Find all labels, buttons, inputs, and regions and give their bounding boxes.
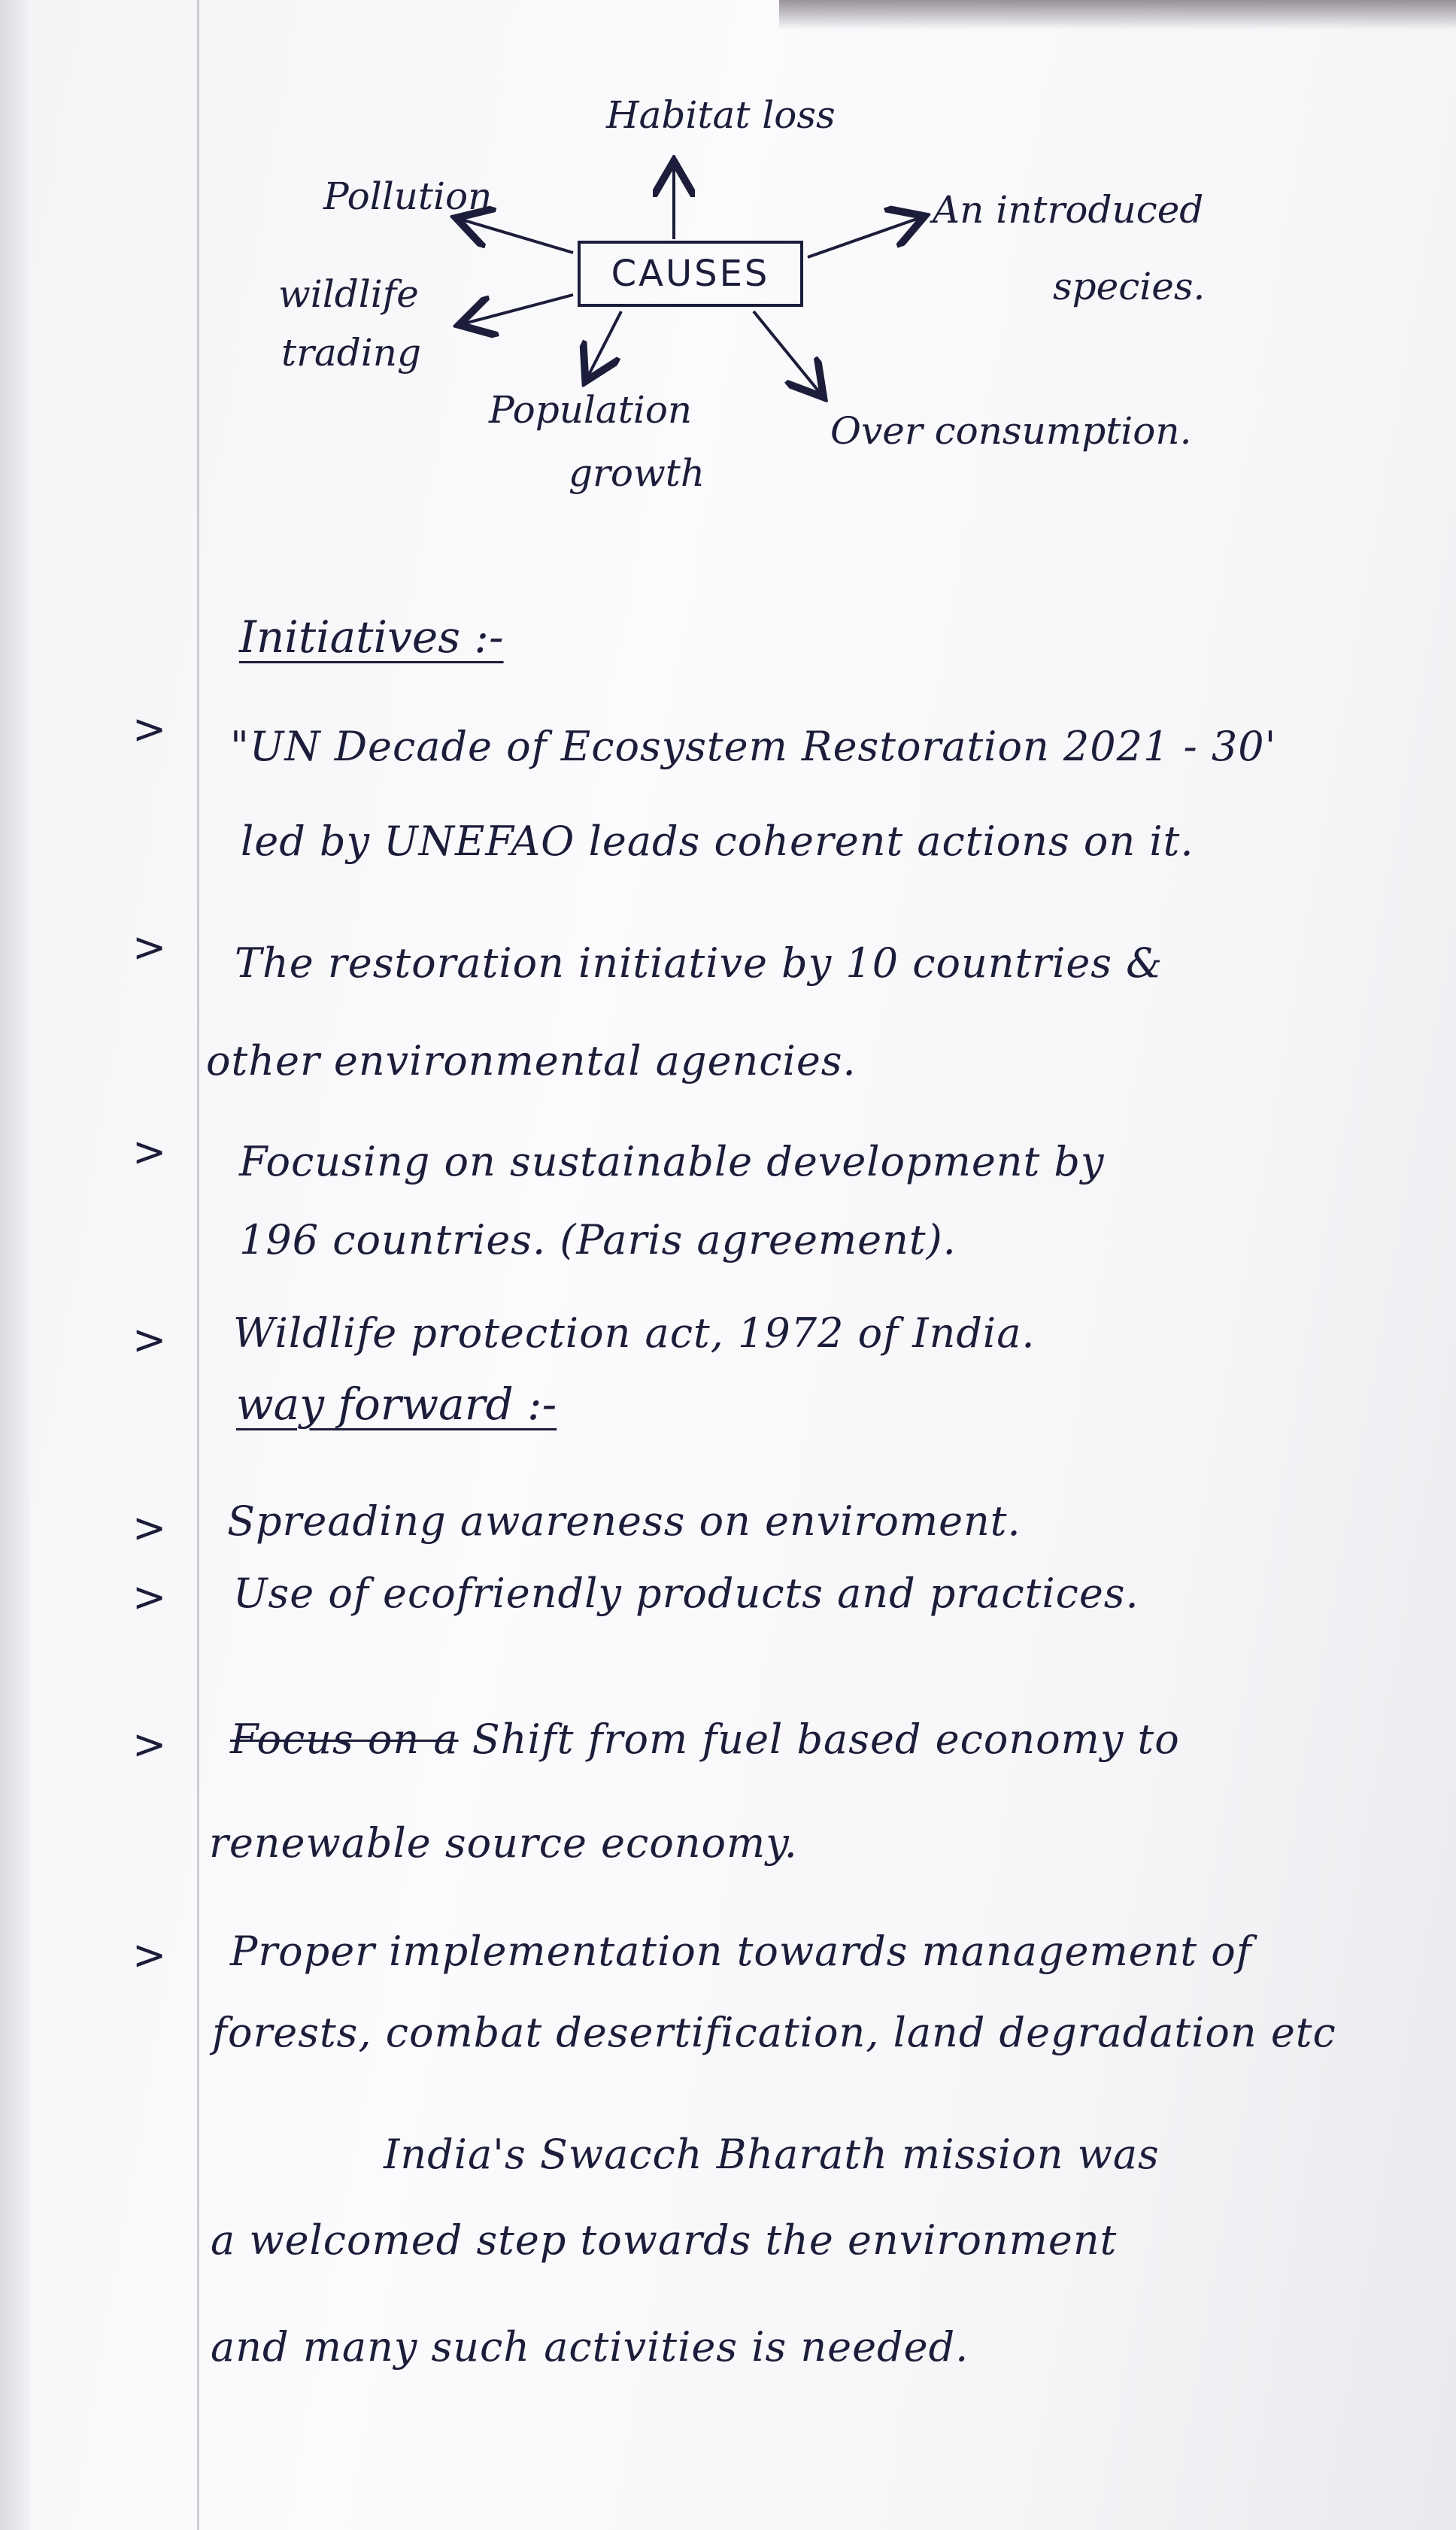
initiative-bullet-1: > bbox=[132, 705, 167, 753]
conclusion-line1: India's Swacch Bharath mission was bbox=[384, 2131, 1160, 2178]
node-pollution: Pollution bbox=[323, 174, 493, 218]
node-introduced-species-line1: An introduced bbox=[933, 188, 1204, 232]
conclusion-line2: a welcomed step towards the environment bbox=[211, 2216, 1118, 2264]
node-habitat-loss: Habitat loss bbox=[606, 93, 836, 137]
initiative-1-line1: "UN Decade of Ecosystem Restoration 2021 - 30' bbox=[230, 723, 1277, 770]
node-overconsumption: Over consumption. bbox=[830, 409, 1192, 453]
way-forward-bullet-2: > bbox=[132, 1573, 167, 1621]
way-forward-bullet-1: > bbox=[132, 1504, 167, 1552]
initiative-3-line1: Focusing on sustainable development by bbox=[239, 1138, 1105, 1185]
node-wildlife-trading-line1: wildlife bbox=[278, 272, 419, 316]
node-population-growth-line2: growth bbox=[569, 451, 705, 495]
initiative-3-line2: 196 countries. (Paris agreement). bbox=[239, 1216, 957, 1263]
way-forward-3-line2: renewable source economy. bbox=[209, 1819, 798, 1867]
arrow-to-pollution bbox=[462, 220, 573, 253]
arrow-to-wildlife-trading bbox=[465, 295, 573, 323]
node-introduced-species-line2: species. bbox=[1053, 265, 1206, 308]
causes-center-node bbox=[578, 241, 803, 307]
arrow-to-overconsumption bbox=[754, 311, 820, 393]
initiative-1-line2: led by UNEFAO leads coherent actions on it. bbox=[241, 818, 1194, 865]
way-forward-3-text: Shift from fuel based economy to bbox=[472, 1715, 1180, 1763]
way-forward-3-line1 bbox=[230, 1715, 1180, 1763]
initiative-bullet-4: > bbox=[132, 1316, 167, 1364]
causes-label: CAUSES bbox=[611, 253, 770, 295]
way-forward-4-line2: forests, combat desertification, land degradation etc bbox=[212, 2009, 1336, 2056]
initiative-2-line1: The restoration initiative by 10 countries & bbox=[235, 939, 1163, 987]
way-forward-heading: way forward :- bbox=[236, 1379, 557, 1430]
conclusion-line3: and many such activities is needed. bbox=[211, 2323, 969, 2371]
arrow-to-introduced-species bbox=[808, 218, 919, 257]
initiative-4-line1: Wildlife protection act, 1972 of India. bbox=[233, 1309, 1036, 1357]
initiative-bullet-2: > bbox=[132, 924, 167, 971]
way-forward-1-line1: Spreading awareness on enviroment. bbox=[227, 1497, 1021, 1545]
way-forward-4-line1: Proper implementation towards management of bbox=[230, 1928, 1252, 1975]
way-forward-2-line1: Use of ecofriendly products and practices. bbox=[233, 1570, 1139, 1617]
struck-text: Focus on a bbox=[230, 1715, 459, 1763]
initiative-2-line2: other environmental agencies. bbox=[206, 1037, 857, 1085]
initiatives-heading: Initiatives :- bbox=[239, 611, 504, 663]
initiative-bullet-3: > bbox=[132, 1128, 167, 1176]
arrow-to-population-growth bbox=[588, 311, 621, 376]
node-wildlife-trading-line2: trading bbox=[281, 331, 422, 375]
node-population-growth-line1: Population bbox=[489, 388, 693, 432]
way-forward-bullet-4: > bbox=[132, 1931, 167, 1979]
way-forward-bullet-3: > bbox=[132, 1721, 167, 1768]
